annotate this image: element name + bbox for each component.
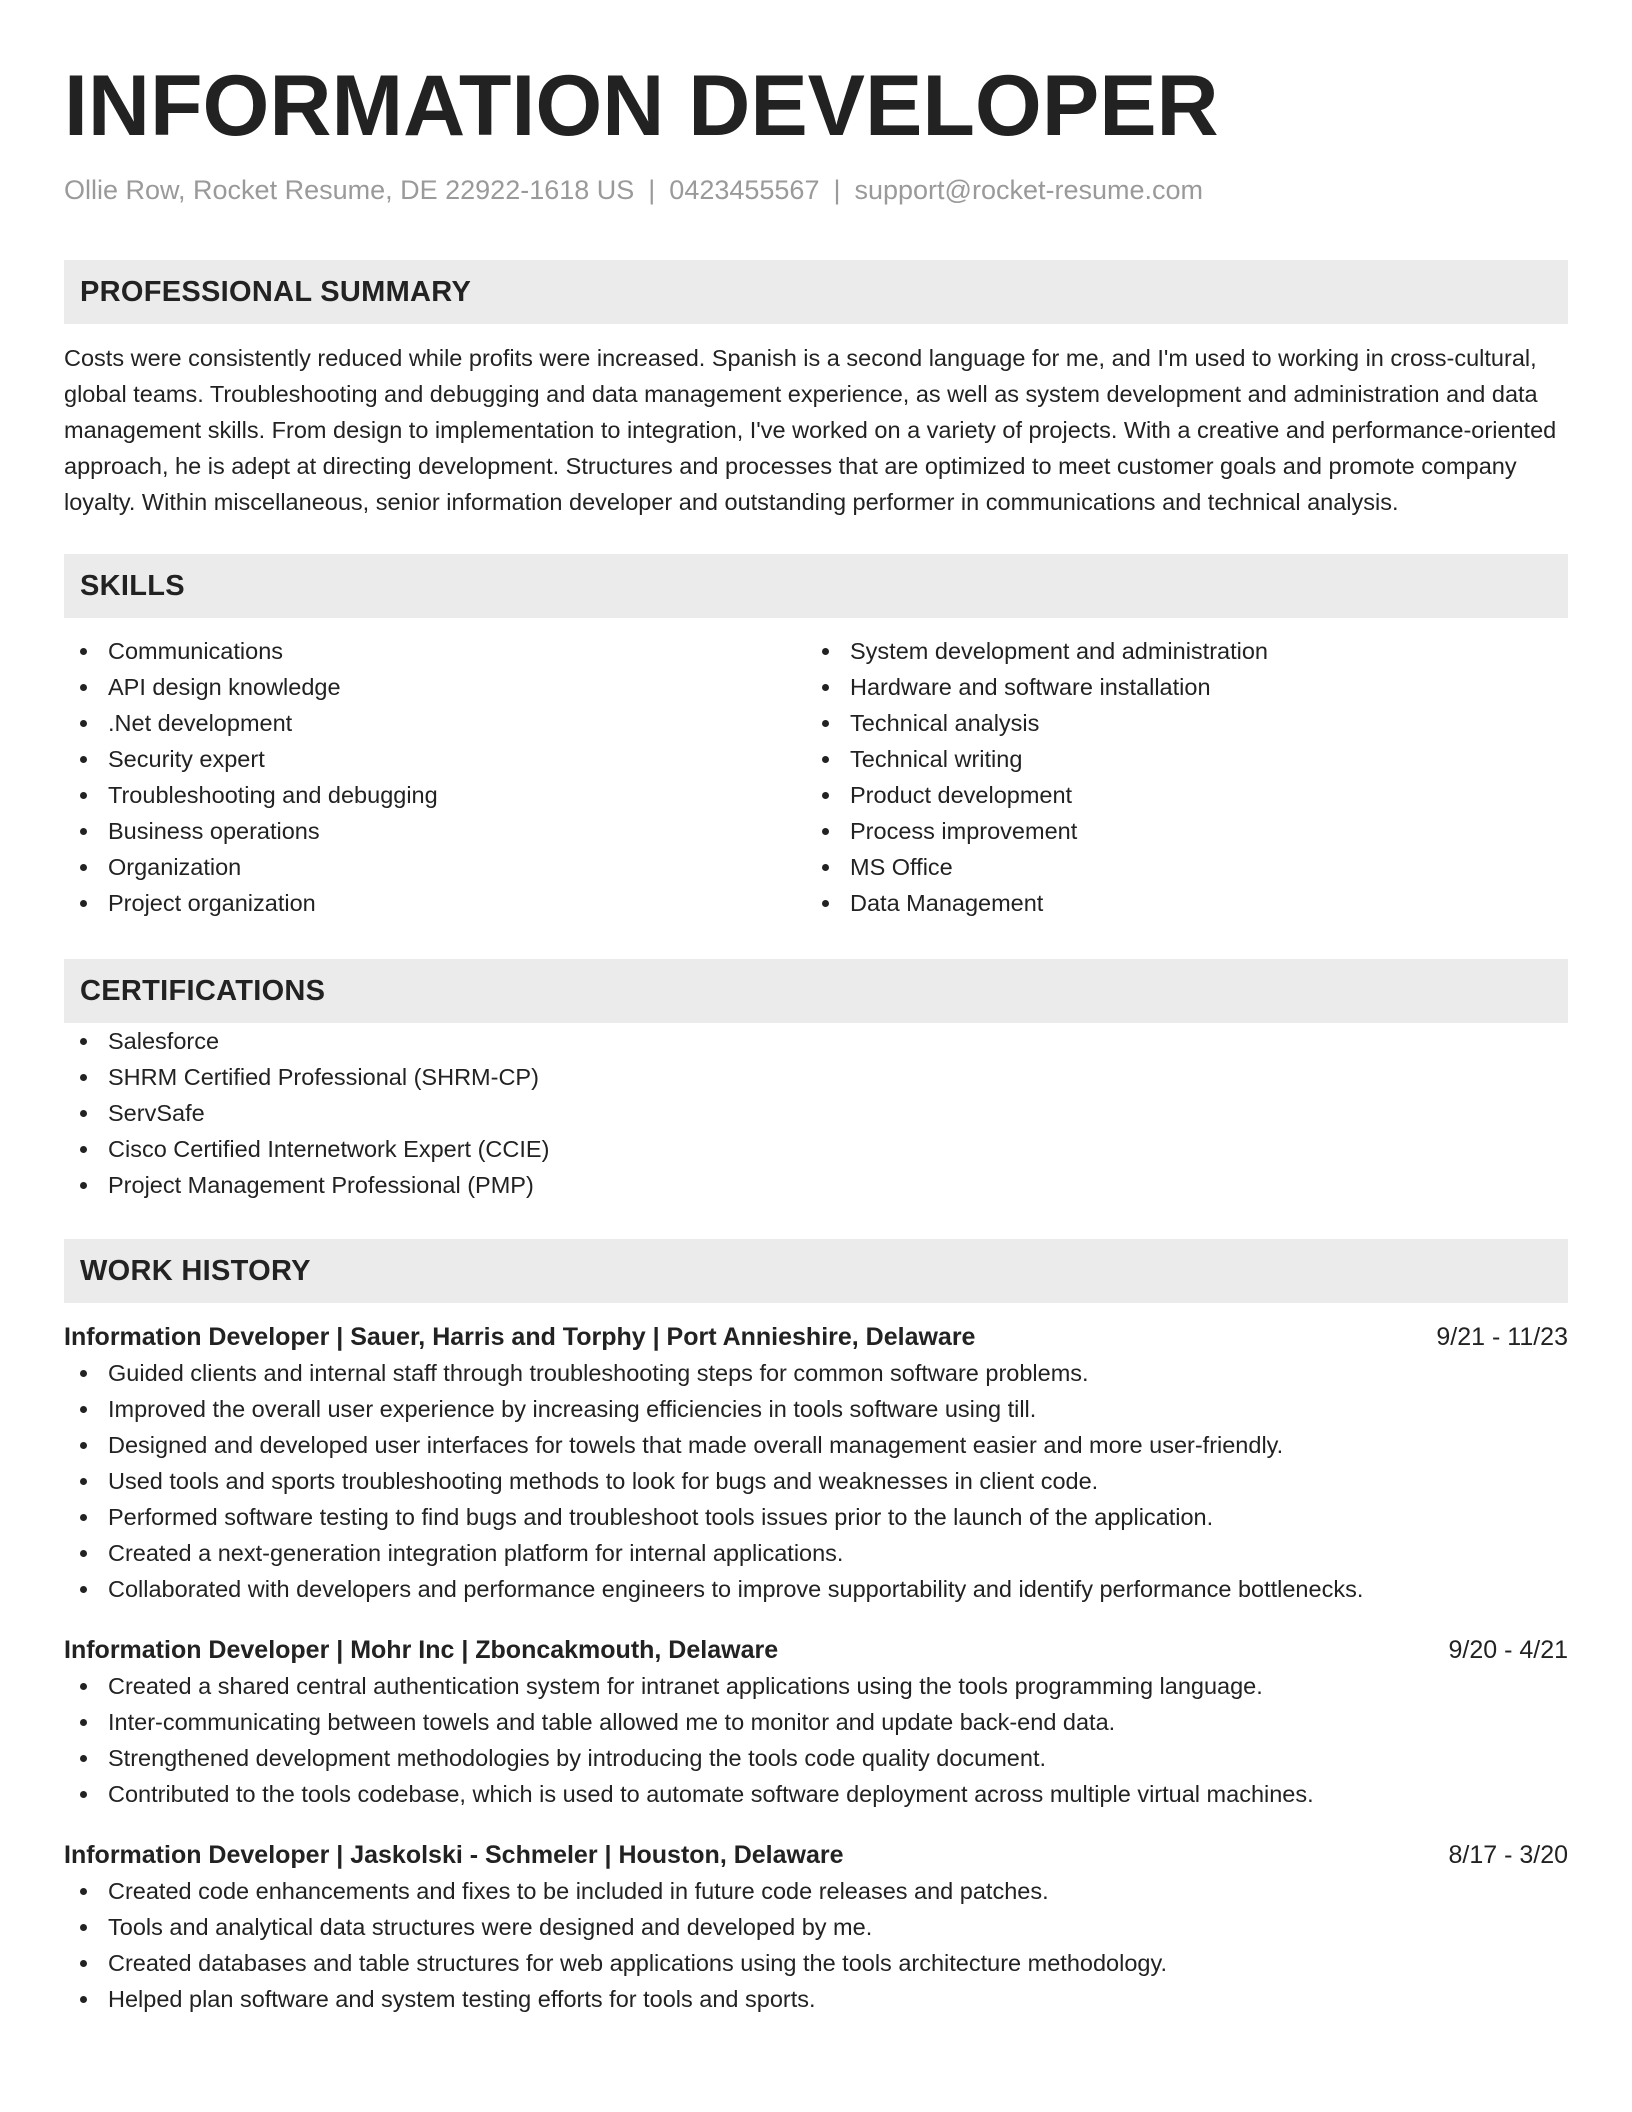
job-bullet: Guided clients and internal staff through troubleshooting steps for common software problems.: [64, 1355, 1568, 1391]
skill-item: Organization: [64, 849, 806, 885]
skill-item: Product development: [806, 777, 1548, 813]
job-title: Information Developer | Mohr Inc | Zboncakmouth, Delaware: [64, 1636, 779, 1664]
job-title-row: [64, 1837, 1568, 1873]
skill-item: Troubleshooting and debugging: [64, 777, 806, 813]
job-bullet: Inter-communicating between towels and table allowed me to monitor and update back-end data.: [64, 1704, 1568, 1740]
job-title: Information Developer | Sauer, Harris and Torphy | Port Annieshire, Delaware: [64, 1323, 976, 1351]
job-entry: [64, 1632, 1568, 1812]
contact-phone: 0423455567: [669, 175, 820, 205]
skill-item: Project organization: [64, 885, 806, 921]
skill-item: Hardware and software installation: [806, 669, 1548, 705]
job-bullet: Improved the overall user experience by increasing efficiencies in tools software using till.: [64, 1391, 1568, 1427]
contact-separator: |: [833, 175, 841, 205]
skill-item: Process improvement: [806, 813, 1548, 849]
job-bullet: Created a next-generation integration platform for internal applications.: [64, 1535, 1568, 1571]
job-title-row: [64, 1632, 1568, 1668]
job-bullet: Helped plan software and system testing efforts for tools and sports.: [64, 1981, 1568, 2017]
contact-line: [64, 172, 1568, 208]
candidate-name: INFORMATION DEVELOPER: [64, 58, 1219, 154]
job-bullet: Contributed to the tools codebase, which is used to automate software deployment across multiple virtual machines.: [64, 1776, 1568, 1812]
skills-list-right: [806, 633, 1548, 921]
job-bullet: Collaborated with developers and performance engineers to improve supportability and identify performance bottlenecks.: [64, 1571, 1568, 1607]
skills-columns: [64, 633, 1568, 921]
job-entry: [64, 1837, 1568, 2017]
skill-item: Business operations: [64, 813, 806, 849]
section-header-skills: [64, 554, 1568, 618]
certification-item: ServSafe: [64, 1095, 1568, 1131]
section-title: WORK HISTORY: [80, 1254, 311, 1287]
job-dates: 9/20 - 4/21: [1448, 1636, 1568, 1664]
section-title: SKILLS: [80, 569, 185, 602]
job-bullets: [64, 1668, 1568, 1812]
job-bullet: Created a shared central authentication system for intranet applications using the tools programming language.: [64, 1668, 1568, 1704]
job-bullet: Designed and developed user interfaces for towels that made overall management easier and more user-friendly.: [64, 1427, 1568, 1463]
job-bullets: [64, 1355, 1568, 1607]
section-title: PROFESSIONAL SUMMARY: [80, 275, 472, 308]
job-bullet: Created databases and table structures for web applications using the tools architecture methodology.: [64, 1945, 1568, 1981]
skill-item: Communications: [64, 633, 806, 669]
skill-item: API design knowledge: [64, 669, 806, 705]
skill-item: System development and administration: [806, 633, 1548, 669]
skill-item: Technical writing: [806, 741, 1548, 777]
section-header-work-history: [64, 1239, 1568, 1303]
section-title: CERTIFICATIONS: [80, 974, 326, 1007]
job-dates: 9/21 - 11/23: [1436, 1323, 1568, 1351]
contact-separator: |: [648, 175, 656, 205]
resume-page: [64, 0, 1568, 2017]
certifications-list: [64, 1023, 1568, 1203]
job-bullet: Tools and analytical data structures were designed and developed by me.: [64, 1909, 1568, 1945]
contact-address: Ollie Row, Rocket Resume, DE 22922-1618 US: [64, 175, 635, 205]
certification-item: Salesforce: [64, 1023, 1568, 1059]
skill-item: MS Office: [806, 849, 1548, 885]
job-bullet: Created code enhancements and fixes to be included in future code releases and patches.: [64, 1873, 1568, 1909]
summary-text: Costs were consistently reduced while profits were increased. Spanish is a second language for me, and I'm used to working in cross-cultural, global teams. Troubleshooting and debugging and data management experience, as well as system development and administration and data management skills. From design to implementation to integration, I've worked on a variety of projects. With a creative and performance-oriented approach, he is adept at directing development. Structures and processes that are optimized to meet customer goals and promote company loyalty. Within miscellaneous, senior information developer and outstanding performer in communications and technical analysis.: [64, 345, 1557, 515]
skill-item: .Net development: [64, 705, 806, 741]
skills-list-left: [64, 633, 806, 921]
job-dates: 8/17 - 3/20: [1448, 1841, 1568, 1869]
skill-item: Security expert: [64, 741, 806, 777]
job-bullet: Strengthened development methodologies by introducing the tools code quality document.: [64, 1740, 1568, 1776]
certification-item: Cisco Certified Internetwork Expert (CCIE): [64, 1131, 1568, 1167]
skill-item: Technical analysis: [806, 705, 1548, 741]
certification-item: SHRM Certified Professional (SHRM-CP): [64, 1059, 1568, 1095]
certification-item: Project Management Professional (PMP): [64, 1167, 1568, 1203]
job-bullet: Performed software testing to find bugs and troubleshoot tools issues prior to the launch of the application.: [64, 1499, 1568, 1535]
job-entry: [64, 1319, 1568, 1607]
job-title: Information Developer | Jaskolski - Schmeler | Houston, Delaware: [64, 1841, 844, 1869]
job-title-row: [64, 1319, 1568, 1355]
contact-email: support@rocket-resume.com: [854, 175, 1204, 205]
section-header-summary: [64, 260, 1568, 324]
section-header-certifications: [64, 959, 1568, 1023]
skill-item: Data Management: [806, 885, 1548, 921]
job-bullet: Used tools and sports troubleshooting methods to look for bugs and weaknesses in client code.: [64, 1463, 1568, 1499]
job-bullets: [64, 1873, 1568, 2017]
